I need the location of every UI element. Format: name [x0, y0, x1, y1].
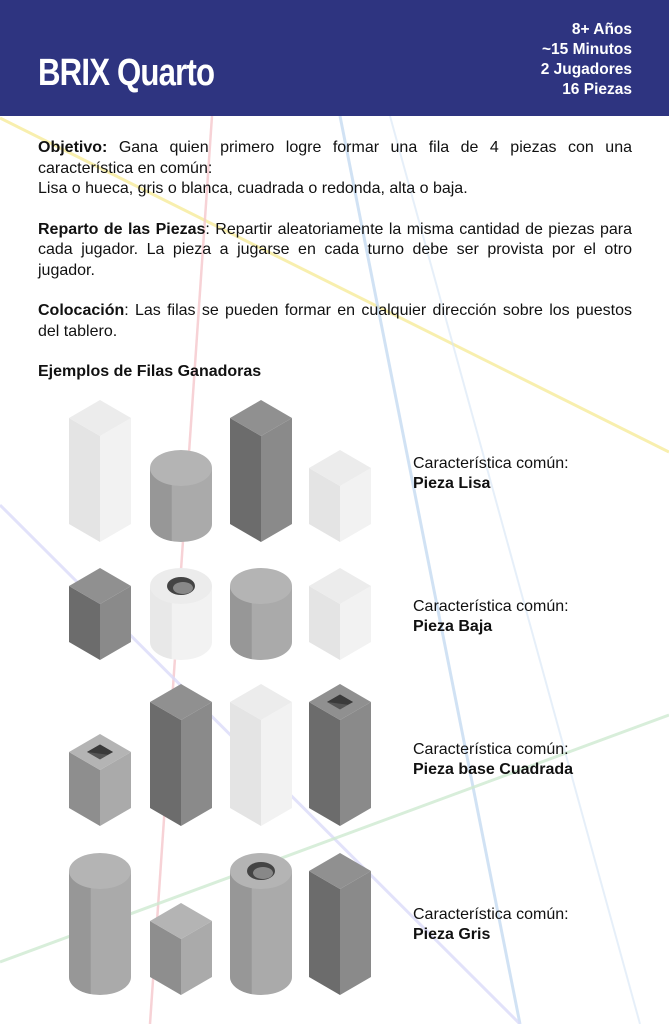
- examples-heading: Ejemplos de Filas Ganadoras: [38, 363, 262, 380]
- caption-feature: Pieza base Cuadrada: [413, 761, 574, 778]
- caption-label: Característica común:: [413, 906, 569, 923]
- header-banner: [0, 0, 669, 116]
- piece-short-square-gray: [150, 903, 212, 995]
- piece-tall-square-white: [230, 684, 292, 826]
- example-caption-3: [413, 740, 573, 780]
- piece-tall-square-dark-hollow: [309, 684, 371, 826]
- objective-line2: Lisa o hueca, gris o blanca, cuadrada o redonda, alta o baja.: [38, 180, 468, 197]
- caption-feature: Pieza Gris: [413, 926, 491, 943]
- piece-short-square-white: [309, 568, 371, 660]
- placement-label: Colocación: [38, 302, 125, 319]
- game-info: [541, 20, 632, 100]
- example-caption-4: [413, 905, 569, 945]
- caption-feature: Pieza Lisa: [413, 475, 491, 492]
- piece-short-square-white: [309, 450, 371, 542]
- piece-tall-square-dark: [150, 684, 212, 826]
- piece-tall-round-gray-hollow: [230, 853, 292, 995]
- piece-short-round-white-hollow: [150, 568, 212, 660]
- game-title: BRIX Quarto: [38, 52, 215, 94]
- duration-info: ~15 Minutos: [541, 41, 632, 58]
- deal-label: Reparto de las Piezas: [38, 220, 206, 238]
- piece-tall-round-gray: [69, 853, 131, 995]
- piece-short-round-gray: [230, 568, 292, 660]
- age-info: 8+ Años: [571, 21, 632, 38]
- piece-short-square-gray-hollow: [69, 734, 131, 826]
- objective-text: Gana quien primero logre formar una fila de 4 piezas con una característica en común:: [38, 139, 632, 177]
- example-caption-1: [413, 454, 569, 494]
- piece-short-square-dark: [69, 568, 131, 660]
- piece-tall-square-dark: [309, 853, 371, 995]
- deal-text: : Repartir aleatoriamente la misma cantidad de piezas para cada jugador. La pieza a jugarse en cada turno debe ser provista por el otro jugador.: [38, 220, 632, 279]
- caption-label: Característica común:: [413, 741, 569, 758]
- caption-feature: Pieza Baja: [413, 618, 493, 635]
- players-info: 2 Jugadores: [540, 61, 632, 78]
- piece-short-round-gray: [150, 450, 212, 542]
- pieces-info: 16 Piezas: [562, 81, 632, 98]
- caption-label: Característica común:: [413, 455, 569, 472]
- piece-tall-square-white: [69, 400, 131, 542]
- caption-label: Característica común:: [413, 598, 569, 615]
- placement-text: : Las filas se pueden formar en cualquier dirección sobre los puestos del tablero.: [38, 302, 632, 340]
- piece-tall-square-dark: [230, 400, 292, 542]
- example-caption-2: [413, 597, 569, 637]
- objective-label: Objetivo:: [38, 139, 108, 156]
